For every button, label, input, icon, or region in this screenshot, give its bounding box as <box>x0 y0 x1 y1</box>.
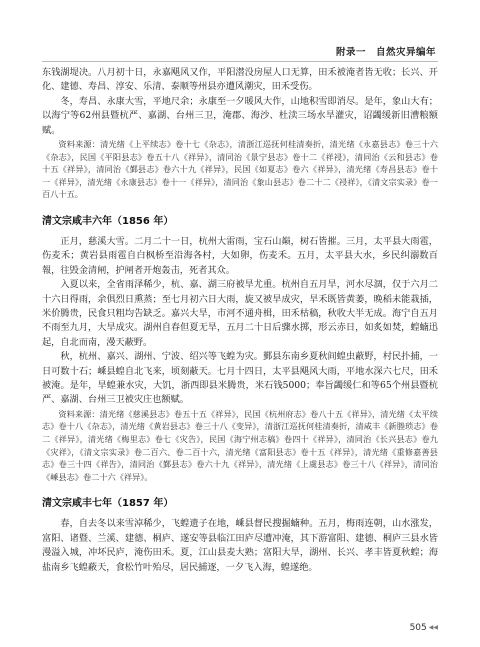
header-rule <box>42 61 438 62</box>
paragraph: 入夏以来，全省雨泽稀少，杭、嘉、湖三府被旱尤重。杭州自五月旱，河水尽涸，仅于六月二十六日得雨，余俱烈日熏蒸；至七月初六日大雨，旋又被旱成灾，旱禾既皆黄萎，晚稻未能栽插，米价腾贵，民食只粗均告缺乏。嘉兴大旱，市河不通舟楫，田禾枯稿，秋收大半无成。海宁自五月不雨至九月，大旱成灾。湖州自春但夏无旱，五月二十日后骤水掷，形云赤日，如炙如焚，蝗蝻迅起，自北而南，漫天蔽野。 <box>42 279 438 348</box>
paragraph: 冬，寿昌、永康大雪，平地尺余；永康至一夕暖风大作，山地积雪即消尽。是年，象山大有；以海宁等62州县暨杭严、嘉湖、台州三卫，淹郡、海沙、杜渎三场水旱灌灾，诏蠲缓新旧漕粮额赋。 <box>42 95 438 136</box>
source-note: 资料来源：清光绪《上平续志》卷十七《杂志》，清浙江巡抚何桂清奏折，清光绪《永嘉县志》卷三十六《杂志》，民国《平阳县志》卷五十八《祥异》，清同治《景宁县志》卷十二《祥祲》，清同治《云和县志》卷十五《祥异》，清同治《鄞县志》卷六十九《祥异》，民国《如夏志》卷六《祥异》，清光绪《寿昌县志》卷十一《祥异》，清光绪《永康县志》卷十一《祥异》，清同治《象山县志》卷二十二《祲祥》，《清文宗实录》卷一百八十五。 <box>42 139 438 200</box>
page-mark-icon: ◀◀ <box>428 624 438 631</box>
paragraph: 东钱湖堤决。八月初十日，永嘉飓风又作，平阳潜没房屋人口无算，田禾被淹者皆无收；长兴、开化、建德、寿昌、淳安、乐清、泰顺等州县亦遭风潮灾，田禾受伤。 <box>42 67 438 93</box>
page-number: 505 <box>409 623 427 633</box>
running-head: 附录一 自然灾异编年 <box>335 47 436 58</box>
paragraph: 秋，杭州、嘉兴、湖州、宁波、绍兴等飞蝗为灾。鄞县东南乡夏秋间蝗虫蔽野，村民扑捕，一日可数十石；嵊县蝗自北飞来，顷刻蔽天。七月十四日，太平县飓风大雨，平地水深六七尺，田禾被淹。是年，旱蝗兼水灾，大饥，浙西即县米腾贵，米石钱5000；奉旨蠲缓仁和等65个州县暨杭严、嘉湖、台州三卫被灾庄也额赋。 <box>42 351 438 406</box>
section-heading-1856: 清文宗咸丰六年（1856 年） <box>42 216 174 227</box>
source-note: 资料来源：清光绪《慈溪县志》卷五十五《祥异》，民国《杭州府志》卷八十五《祥异》，清光绪《太平续志》卷十八《杂志》，清光绪《黄岩县志》卷三十八《变异》，清浙江巡抚何桂清奏折，清咸丰《新塍琐志》卷二《祥异》，清光绪《梅里志》卷七《灾告》，民国《海宁州志稿》卷四十《祥异》，清同治《长兴县志》卷九《灾祥》，《清文宗实录》卷二百六、卷二百十六，清光绪《富阳县志》卷十五《祥异》，清光绪《重修嘉善县志》卷三十四《祥告》，清同治《鄞县志》卷六十九《祥异》，清光绪《上虞县志》卷三十八《祥异》，清同治《嵊县志》卷二十六《祥异》。 <box>42 408 438 482</box>
page-body <box>42 66 438 575</box>
paragraph: 正月，慈溪大雪。二月二十一日，杭州大雷雨，宝石山巅，树石皆摧。三月，太平县大雨雹，伤麦禾；黄岩县雨雹自白枫桥至沿海各村，大如卵，伤麦禾。五月，太平县大水，乡民纠溺数百報，往毁金清闸，护闸者开炮轰击，死者其众。 <box>42 236 438 276</box>
paragraph: 春，自去冬以来雪淖稀少，飞蝗遗子在地，嵊县督民搜掘蝻种。五月，梅雨连朝，山水涨发，富阳、诸暨、兰溪、建德、桐庐、遂安等县临江田庐尽遭冲淹，其下游富阳、建德、桐庐三县水皆漫溢入城，冲坏民庐，淹伤田禾。夏，江山县麦大熟；富阳大旱，湖州、长兴、孝丰皆夏秋蝗；海盐南乡飞蝗蔽天，食松竹叶殆尽，居民捕逐，一夕飞入海，蝗遂绝。 <box>42 518 438 573</box>
section-heading-1857: 清文宗咸丰七年（1857 年） <box>42 498 174 510</box>
page-footer <box>410 623 438 633</box>
